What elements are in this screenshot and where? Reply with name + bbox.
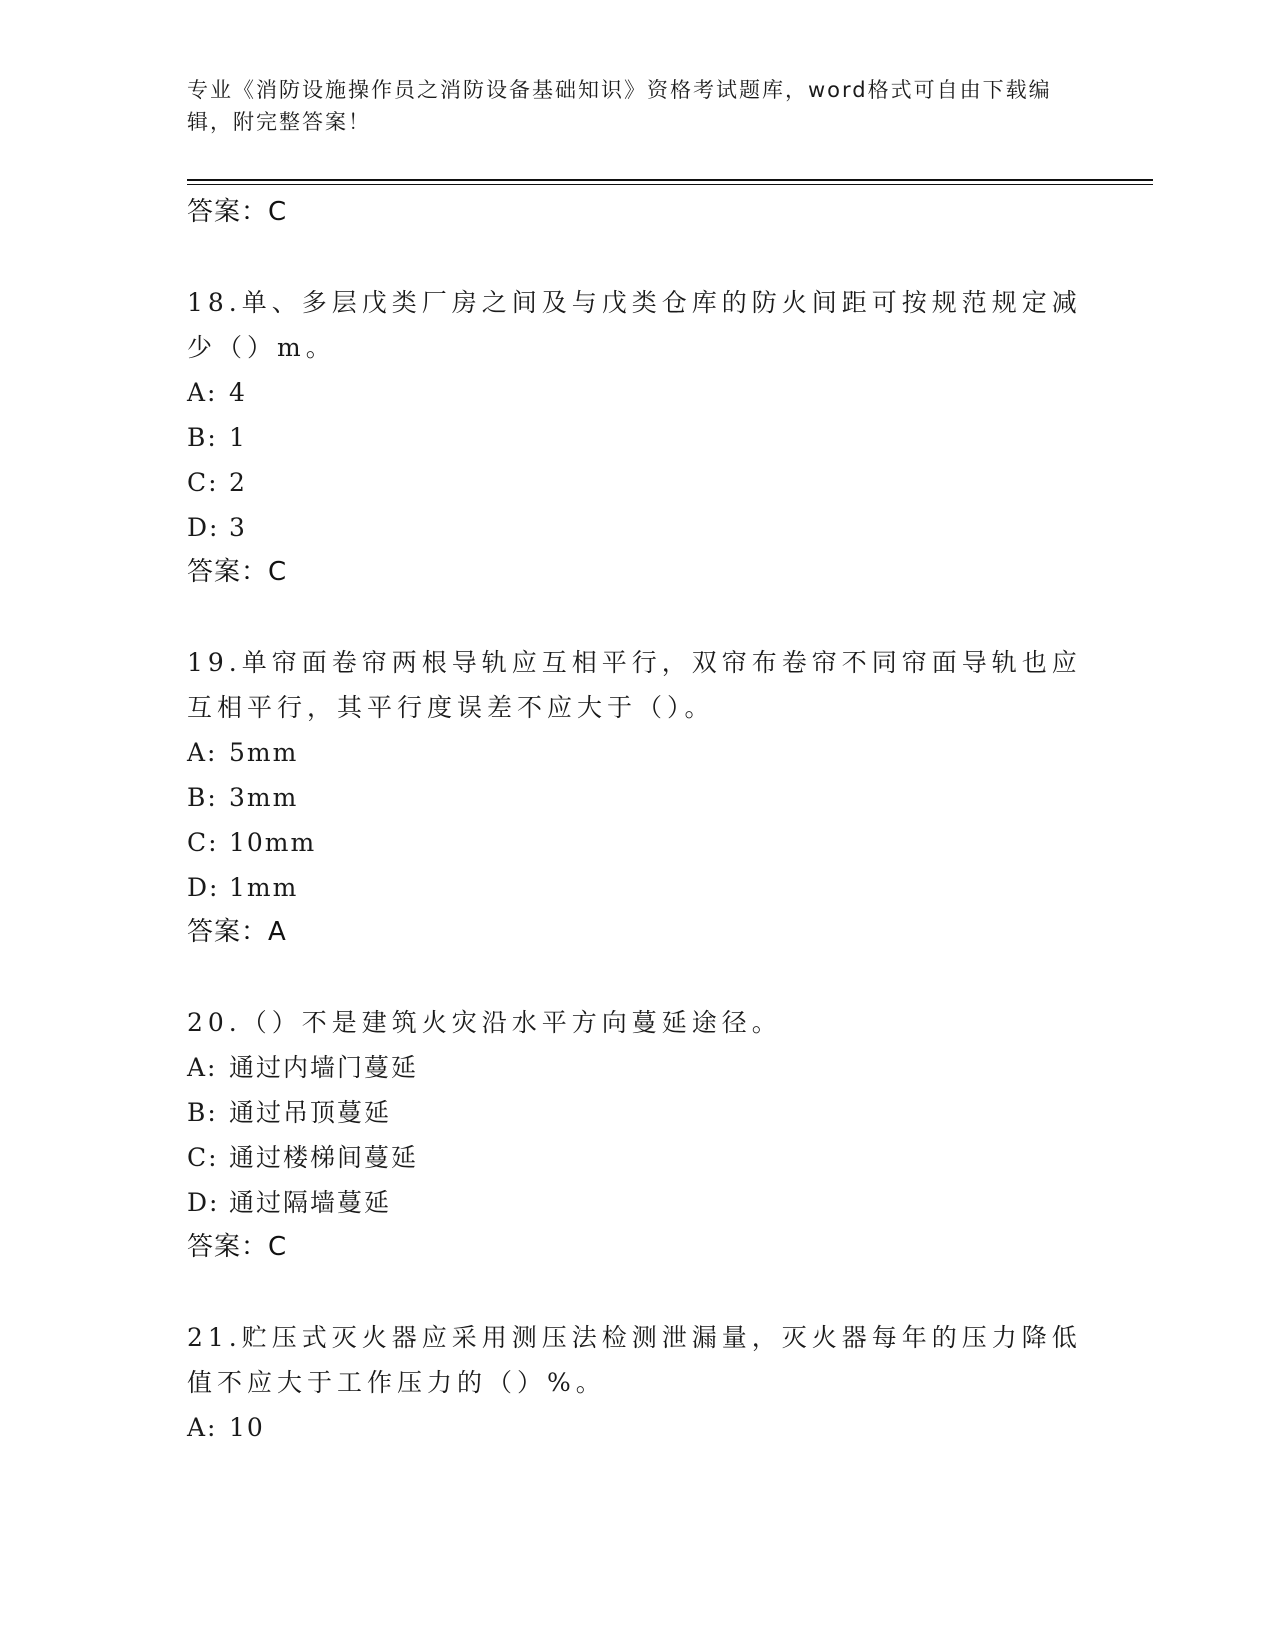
answer-line: 答案：C xyxy=(187,1232,288,1262)
option-label: C: xyxy=(187,468,219,497)
question-list xyxy=(187,190,1087,1450)
option-b xyxy=(187,1090,1087,1135)
option-label: C: xyxy=(187,828,219,857)
option-a xyxy=(187,730,1087,775)
option-label: D: xyxy=(187,513,220,542)
option-text: 3mm xyxy=(229,783,299,812)
option-label: A: xyxy=(187,1413,218,1442)
option-label: D: xyxy=(187,873,220,902)
option-c xyxy=(187,1135,1087,1180)
option-d xyxy=(187,505,1087,550)
option-a xyxy=(187,1045,1087,1090)
spacer xyxy=(187,595,1087,640)
document-header: 专业《消防设施操作员之消防设备基础知识》资格考试题库，word格式可自由下载编辑，附完整答案！ xyxy=(187,78,1052,134)
question-block xyxy=(187,280,1087,595)
option-b xyxy=(187,775,1087,820)
header-divider-thick xyxy=(187,179,1153,181)
question-stem: 21.贮压式灭火器应采用测压法检测泄漏量，灭火器每年的压力降低值不应大于工作压力的（）%。 xyxy=(187,1323,1082,1397)
question-stem: 19.单帘面卷帘两根导轨应互相平行，双帘布卷帘不同帘面导轨也应互相平行，其平行度误差不应大于（）。 xyxy=(187,648,1082,722)
option-b xyxy=(187,415,1087,460)
option-text: 10 xyxy=(229,1413,265,1442)
option-text: 1mm xyxy=(229,873,299,902)
option-d xyxy=(187,1180,1087,1225)
header-divider-thin xyxy=(187,184,1153,185)
option-label: A: xyxy=(187,378,218,407)
spacer xyxy=(187,235,1087,280)
option-label: B: xyxy=(187,1098,218,1127)
option-text: 4 xyxy=(229,378,247,407)
question-stem: 18.单、多层戊类厂房之间及与戊类仓库的防火间距可按规范规定减少（）m。 xyxy=(187,288,1082,362)
spacer xyxy=(187,955,1087,1000)
option-d xyxy=(187,865,1087,910)
option-text: 通过楼梯间蔓延 xyxy=(229,1143,419,1172)
option-text: 通过内墙门蔓延 xyxy=(229,1053,419,1082)
option-c xyxy=(187,820,1087,865)
question-block xyxy=(187,1000,1087,1270)
option-a xyxy=(187,1405,1087,1450)
option-text: 1 xyxy=(229,423,247,452)
option-text: 3 xyxy=(229,513,247,542)
option-label: B: xyxy=(187,783,218,812)
question-block xyxy=(187,1315,1087,1450)
option-label: B: xyxy=(187,423,218,452)
option-label: A: xyxy=(187,738,218,767)
question-block xyxy=(187,640,1087,955)
answer-line: 答案：C xyxy=(187,197,288,227)
option-text: 10mm xyxy=(229,828,317,857)
option-label: A: xyxy=(187,1053,218,1082)
option-c xyxy=(187,460,1087,505)
answer-line: 答案：A xyxy=(187,917,287,947)
spacer xyxy=(187,1270,1087,1315)
option-text: 5mm xyxy=(229,738,299,767)
option-text: 通过吊顶蔓延 xyxy=(229,1098,392,1127)
option-a xyxy=(187,370,1087,415)
option-label: C: xyxy=(187,1143,219,1172)
option-text: 通过隔墙蔓延 xyxy=(229,1188,392,1217)
question-stem: 20.（）不是建筑火灾沿水平方向蔓延途径。 xyxy=(187,1008,782,1037)
option-label: D: xyxy=(187,1188,220,1217)
answer-line: 答案：C xyxy=(187,557,288,587)
option-text: 2 xyxy=(229,468,247,497)
